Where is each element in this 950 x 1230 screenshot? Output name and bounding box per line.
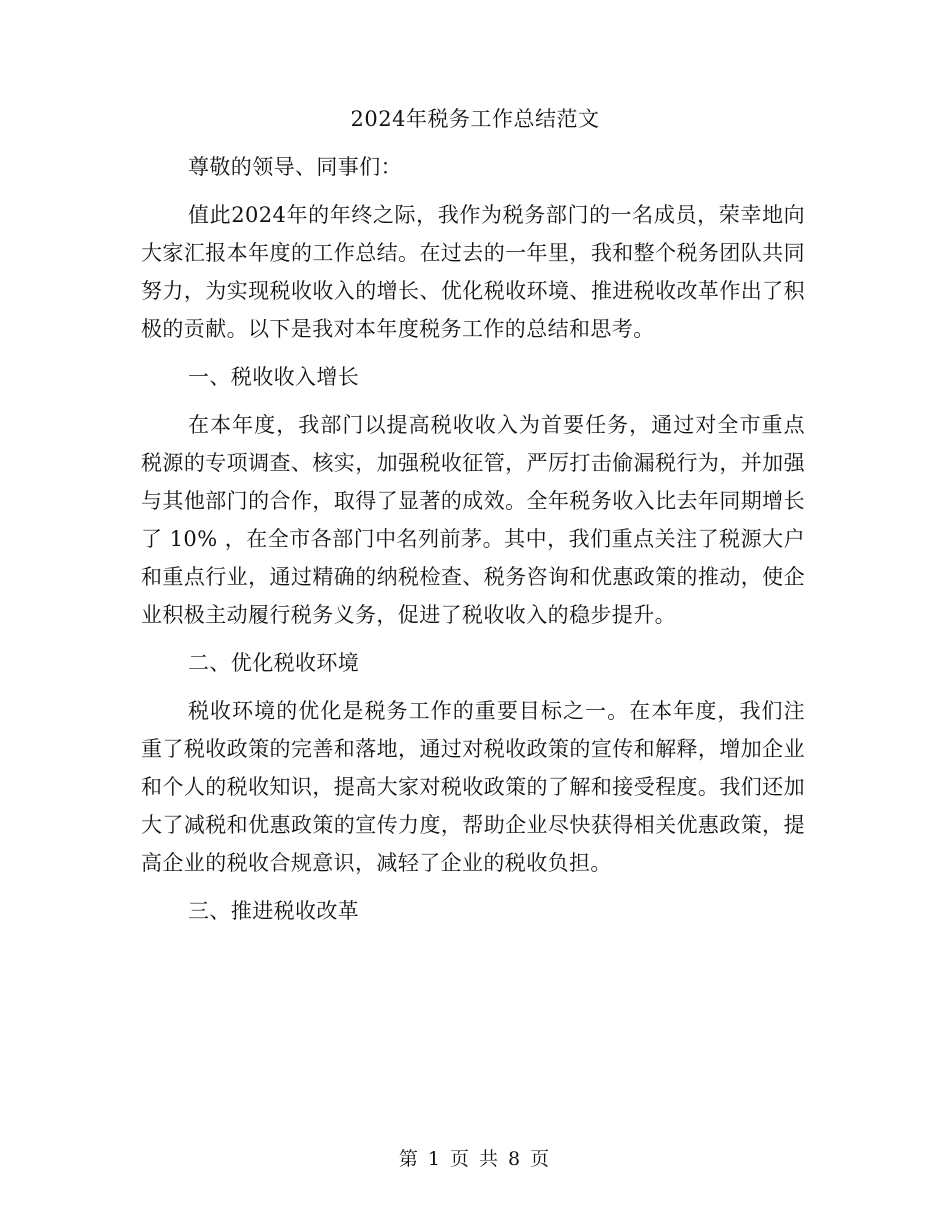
section-heading-revenue-growth: 一、税收收入增长 — [188, 365, 360, 389]
section-heading-tax-reform: 三、推进税收改革 — [188, 899, 360, 923]
tax-environment-paragraph: 税收环境的优化是税务工作的重要目标之一。在本年度，我们注重了税收政策的完善和落地，通过对税收政策的宣传和解释，增加企业和个人的税收知识，提高大家对税收政策的了解和接受程度。我们还加大了减税和优惠政策的宣传力度，帮助企业尽快获得相关优惠政策，提高企业的税收合规意识，减轻了企业的税收负担。 — [141, 699, 805, 875]
intro-paragraph: 值此2024年的年终之际，我作为税务部门的一名成员，荣幸地向大家汇报本年度的工作总结。在过去的一年里，我和整个税务团队共同努力，为实现税收收入的增长、优化税收环境、推进税收改革作出了积极的贡献。以下是我对本年度税务工作的总结和思考。 — [141, 203, 805, 341]
salutation-paragraph: 尊敬的领导、同事们： — [188, 155, 402, 179]
document-title: 2024年税务工作总结范文 — [350, 107, 600, 131]
revenue-growth-paragraph: 在本年度，我部门以提高税收收入为首要任务，通过对全市重点税源的专项调查、核实，加强税收征管，严厉打击偷漏税行为，并加强与其他部门的合作，取得了显著的成效。全年税务收入比去年同期增长了 10% ，在全市各部门中名列前茅。其中，我们重点关注了税源大户和重点行业，通过精确的纳税检查、税务咨询和优惠政策的推动，使企业积极主动履行税务义务，促进了税收收入的稳步提升。 — [141, 413, 805, 627]
document-body — [141, 148, 805, 940]
section-heading-tax-environment: 二、优化税收环境 — [188, 651, 360, 675]
page-number-footer: 第 1 页 共 8 页 — [398, 1148, 552, 1170]
